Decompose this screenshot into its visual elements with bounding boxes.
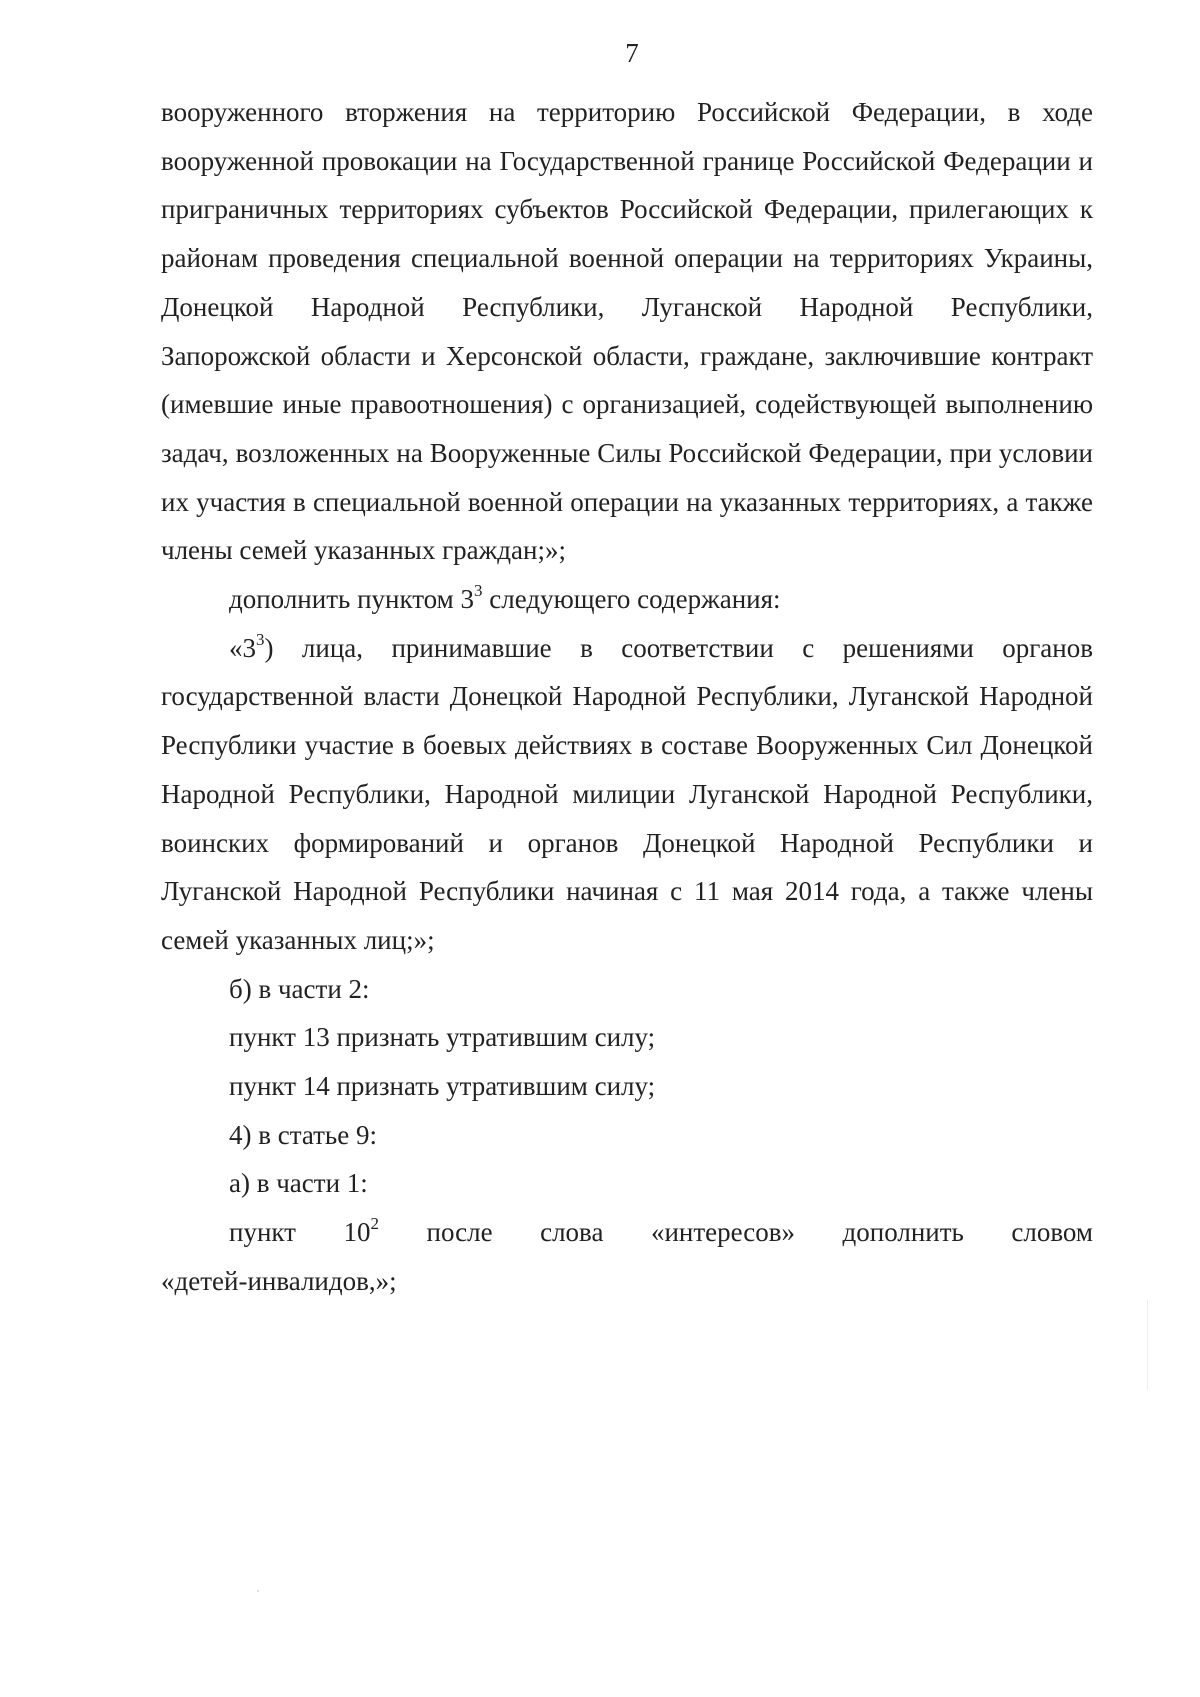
superscript: 2 [370,1214,379,1234]
superscript: 3 [256,629,265,649]
document-body [161,88,1093,1306]
point-10-2-start: пункт 10 [229,1217,371,1248]
page-number: 7 [625,38,639,68]
paragraph-point-13: пункт 13 признать утратившим силу; [229,1022,656,1053]
paragraph-armed-invasion: вооруженного вторжения на территорию Российской Федерации, в ходе вооруженной провокации на Государственной границе Российской Федерации и приграничных территориях субъектов Российской Федерации, прилегающих к районам проведения специальной военной операции на территориях Украины, Донецкой Народной Республики, Луганской Народной Республики, Запорожской области и Херсонской области, граждане, заключившие контракт (имевшие иные правоотношения) с организацией, содействующей выполнению задач, возложенных на Вооруженные Силы Российской Федерации, при условии их участия в специальной военной операции на указанных территориях, а также члены семей указанных граждан;»; [161,97,1093,566]
superscript: 3 [474,581,483,601]
paragraph-add-point-text-end: следующего содержания: [482,584,781,615]
paragraph-point-3-3-content [161,624,1093,965]
paragraph-add-point-text: дополнить пунктом 3 [229,584,474,615]
paragraph-part-2: б) в части 2: [229,973,370,1004]
paragraph-add-point-3-3 [161,575,1093,624]
point-10-2-text: после слова «интересов» дополнить словом [378,1217,1093,1248]
scan-speck [257,1590,259,1592]
point-3-3-text: ) лица, принимавшие в соответствии с решениями органов государственной власти Донецкой Народной Республики, Луганской Народной Республики участие в боевых действиях в составе Вооруженных Сил Донецкой Народной Республики, Народной милиции Луганской Народной Республики, воинских формирований и органов Донецкой Народной Республики и Луганской Народной Республики начиная с 11 мая 2014 года, а также члены семей указанных лиц;»; [161,632,1093,955]
point-3-3-open: «3 [229,632,256,663]
paragraph-point-14: пункт 14 признать утратившим силу; [229,1071,656,1102]
paragraph-point-10-2 [161,1208,1093,1257]
scan-edge-mark [1147,1300,1148,1390]
paragraph-article-9: 4) в статье 9: [229,1119,377,1150]
paragraph-point-10-2-continuation: «детей-инвалидов,»; [161,1265,397,1296]
paragraph-part-1: а) в части 1: [229,1168,368,1199]
